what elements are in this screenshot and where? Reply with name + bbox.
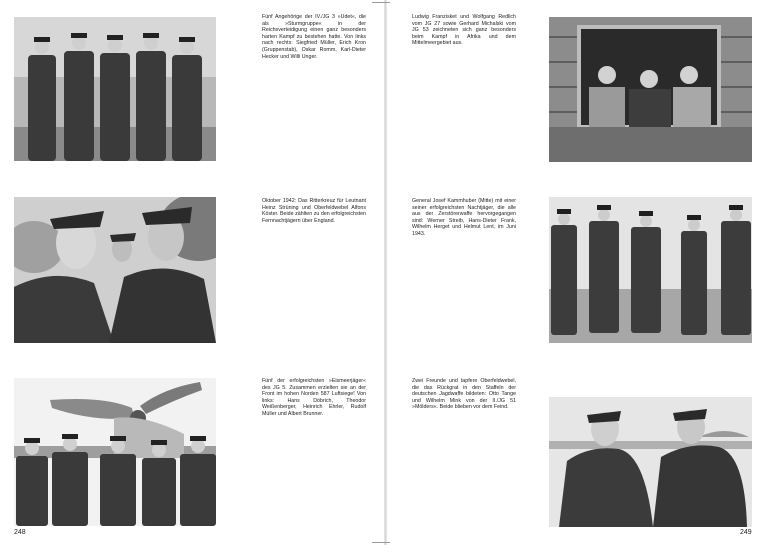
gutter-mark-bottom: [372, 542, 390, 543]
photo-eismeer-pilots: [14, 378, 216, 526]
photo-five-pilots-iv-jg3: [14, 17, 216, 161]
page-number-right: 249: [740, 529, 752, 536]
caption-photo-4: General Josef Kammhuber (Mitte) mit einer seiner erfolgreichsten Nachtjäger, die alle aus der Zerstörerwaffe hervorgegangen sind: Werner Streib, Hans-Dieter Frank, Wilhelm Herget und Helmut Lent, im Juni 1943.: [412, 198, 516, 237]
gutter-mark-top: [372, 2, 390, 3]
photo-knights-cross-pair: [14, 197, 216, 343]
page-number-left: 248: [14, 529, 26, 536]
page-gutter: [384, 0, 387, 545]
caption-photo-2: Ludwig Franzisket und Wolfgang Redlich vom JG 27 sowie Gerhard Michalski vom JG 53 zeichneten sich ganz besonders beim Kampf in Afrika und dem Mittelmeergebiet aus.: [412, 14, 516, 47]
photo-kammhuber-nightfighters: [549, 197, 752, 343]
caption-photo-1: Fünf Angehörige der IV./JG 3 »Udet«, die als »Sturmgruppe« in der Reichsverteidigung einen ganz besonders harten Kampf zu bestehen hatte. Von links nach rechts: Siegfried Müller, Erich Kron (Gruppenstab), Oskar Romm, Karl-Dieter Hecker und Willi Unger.: [262, 14, 366, 60]
caption-photo-5: Fünf der erfolgreichsten »Eismeerjäger« des JG 5. Zusammen erzielten sie an der Front im hohen Norden 587 Luftsiege! Von links: Hans Döbrich, Theodor Weißenberger, Heinrich Ehrler, Rudolf Müller und Albert Brunner.: [262, 378, 366, 417]
photo-two-oberfeldwebel: [549, 397, 752, 527]
photo-window-trio: [549, 17, 752, 162]
caption-photo-3: Oktober 1942: Das Ritterkreuz für Leutnant Heinz Strüning und Oberfeldwebel Alfons Köster. Beide zählten zu den erfolgreichsten Fernnachtjägern über England.: [262, 198, 366, 224]
caption-photo-6: Zwei Freunde und tapfere Oberfeldwebel, die das Rückgrat in den Staffeln der deutschen Jagdwaffe bildeten: Otto Tange und Wilhelm Mink von der II./JG 51 »Mölders«. Beide blieben vor dem Feind.: [412, 378, 516, 411]
